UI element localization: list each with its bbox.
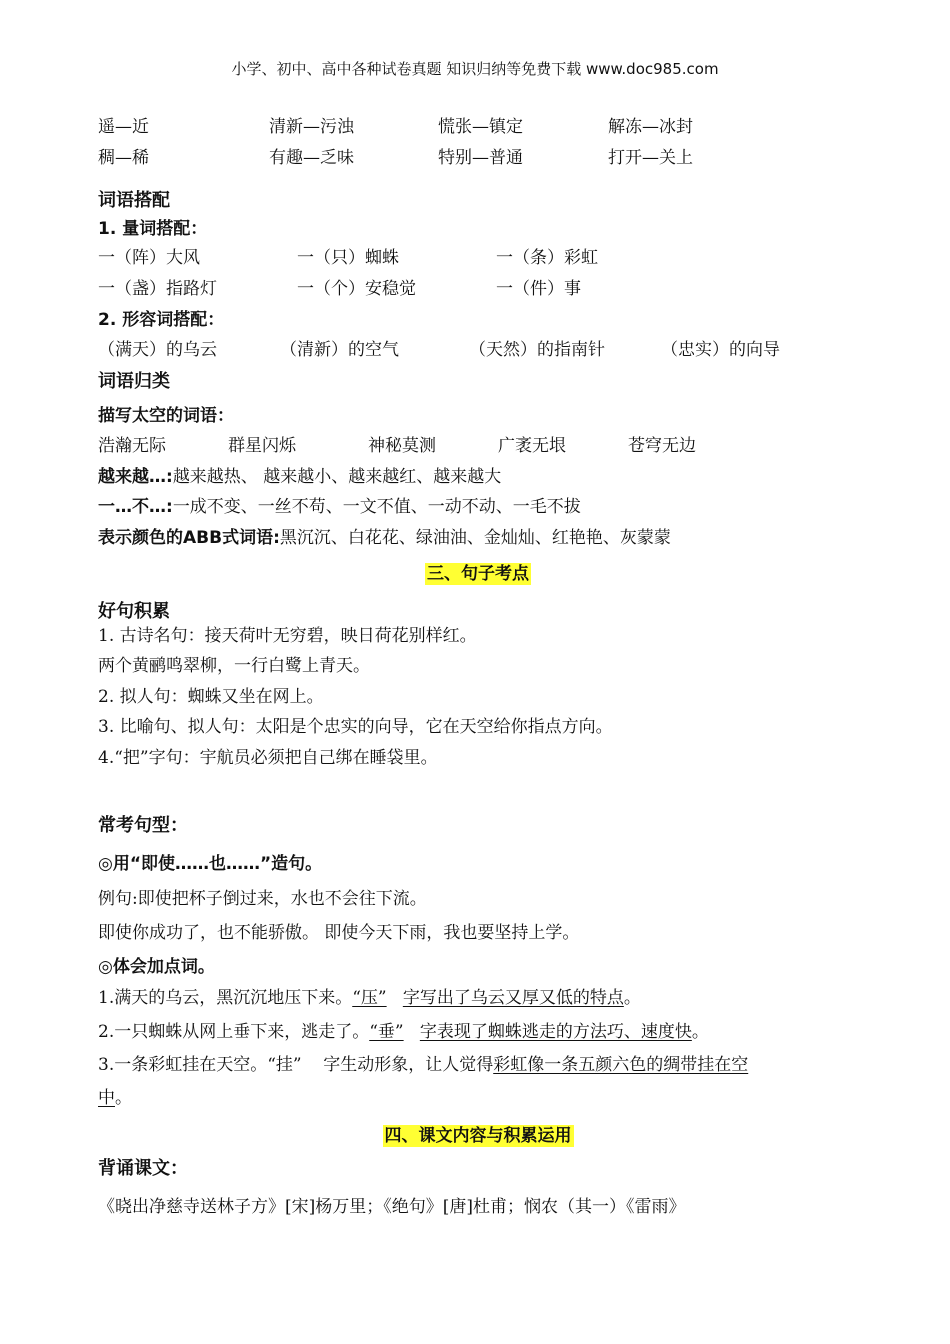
measure-item: 一（只）蜘蛛 xyxy=(297,248,399,268)
good-sentence: 两个黄鹂鸣翠柳，一行白鹭上青天。 xyxy=(98,656,370,676)
dot-word-sentence: 1.满天的乌云，黑沉沉地压下来。“压” 字写出了乌云又厚又低的特点。 xyxy=(98,988,641,1008)
recite-text: 《晓出净慈寺送林子方》[宋]杨万里；《绝句》[唐]杜甫；悯农（其一）《雷雨》 xyxy=(98,1197,686,1217)
yue-lai-yue-line xyxy=(98,466,501,488)
dot-words-heading: ◎体会加点词。 xyxy=(98,957,215,977)
measure-item: 一（条）彩虹 xyxy=(496,248,598,268)
measure-item: 一（件）事 xyxy=(496,279,581,299)
adjective-item: （清新）的空气 xyxy=(280,340,399,360)
antonym-item: 遥—近 xyxy=(98,117,149,137)
yi-bu-line xyxy=(98,496,581,518)
yi-label: 一…不…: xyxy=(98,497,173,517)
good-sentence: 4.“把”字句：宇航员必须把自己绑在睡袋里。 xyxy=(98,748,438,768)
common-patterns-heading: 常考句型： xyxy=(98,815,188,836)
yue-label: 越来越…: xyxy=(98,467,173,487)
answer-underline: 中 xyxy=(98,1088,115,1108)
antonym-item: 有趣—乏味 xyxy=(269,148,354,168)
measure-word-heading: 1. 量词搭配： xyxy=(98,219,208,239)
adjective-heading: 2. 形容词搭配： xyxy=(98,310,225,330)
yue-text: 越来越热、 越来越小、越来越红、越来越大 xyxy=(172,467,502,487)
measure-item: 一（阵）大风 xyxy=(98,248,200,268)
dot-word: “压” xyxy=(352,988,387,1008)
answer-underline: 彩虹像一条五颜六色的绸带挂在空 xyxy=(493,1055,749,1075)
antonym-item: 解冻—冰封 xyxy=(608,117,693,137)
abb-line xyxy=(98,527,671,549)
antonym-item: 稠—稀 xyxy=(98,148,149,168)
classify-heading: 词语归类 xyxy=(98,371,170,392)
page-header: 小学、初中、高中各种试卷真题 知识归纳等免费下载 www.doc985.com xyxy=(231,60,719,78)
adjective-item: （天然）的指南针 xyxy=(469,340,605,360)
answer-underline: 字写出了乌云又厚又低的特点 xyxy=(402,988,624,1008)
abb-label: 表示颜色的ABB式词语: xyxy=(98,528,280,548)
space-word: 广袤无垠 xyxy=(498,436,566,456)
antonym-item: 打开—关上 xyxy=(608,148,693,168)
antonym-item: 清新—污浊 xyxy=(269,117,354,137)
dot-word-sentence: 2.一只蜘蛛从网上垂下来，逃走了。“垂” 字表现了蜘蛛逃走的方法巧、速度快。 xyxy=(98,1022,709,1042)
example-sentence: 例句:即使把杯子倒过来，水也不会往下流。 xyxy=(98,889,427,909)
space-word: 神秘莫测 xyxy=(368,436,436,456)
made-sentences: 即使你成功了，也不能骄傲。 即使今天下雨，我也要坚持上学。 xyxy=(98,923,580,943)
collocation-heading: 词语搭配 xyxy=(98,190,170,211)
good-sentence: 1. 古诗名句：接天荷叶无穷碧，映日荷花别样红。 xyxy=(98,626,477,646)
recite-heading: 背诵课文： xyxy=(98,1158,188,1179)
good-sentence: 3. 比喻句、拟人句：太阳是个忠实的向导，它在天空给你指点方向。 xyxy=(98,717,613,737)
good-sentence: 2. 拟人句：蜘蛛又坐在网上。 xyxy=(98,687,324,707)
answer-underline: 字表现了蜘蛛逃走的方法巧、速度快 xyxy=(419,1022,692,1042)
space-word: 苍穹无边 xyxy=(628,436,696,456)
section-4-title: 四、课文内容与积累运用 xyxy=(384,1126,572,1146)
section-3-title: 三、句子考点 xyxy=(427,564,529,584)
adjective-item: （满天）的乌云 xyxy=(98,340,217,360)
dot-word-sentence: 3.一条彩虹挂在天空。“挂” 字生动形象，让人觉得彩虹像一条五颜六色的绸带挂在空 xyxy=(98,1055,749,1075)
dot-word-sentence-cont: 中。 xyxy=(98,1088,132,1108)
measure-item: 一（盏）指路灯 xyxy=(98,279,217,299)
antonym-item: 特别—普通 xyxy=(438,148,523,168)
measure-item: 一（个）安稳觉 xyxy=(297,279,416,299)
adjective-item: （忠实）的向导 xyxy=(661,340,780,360)
space-words-heading: 描写太空的词语： xyxy=(98,406,234,426)
antonym-item: 慌张—镇定 xyxy=(438,117,523,137)
yi-text: 一成不变、一丝不苟、一文不值、一动不动、一毛不拔 xyxy=(172,497,581,517)
make-sentence-heading: ◎用“即使……也……”造句。 xyxy=(98,854,323,874)
good-sentences-heading: 好句积累 xyxy=(98,601,170,622)
abb-text: 黑沉沉、白花花、绿油油、金灿灿、红艳艳、灰蒙蒙 xyxy=(279,528,671,548)
space-word: 群星闪烁 xyxy=(228,436,296,456)
dot-word: “垂” xyxy=(369,1022,404,1042)
space-word: 浩瀚无际 xyxy=(98,436,166,456)
